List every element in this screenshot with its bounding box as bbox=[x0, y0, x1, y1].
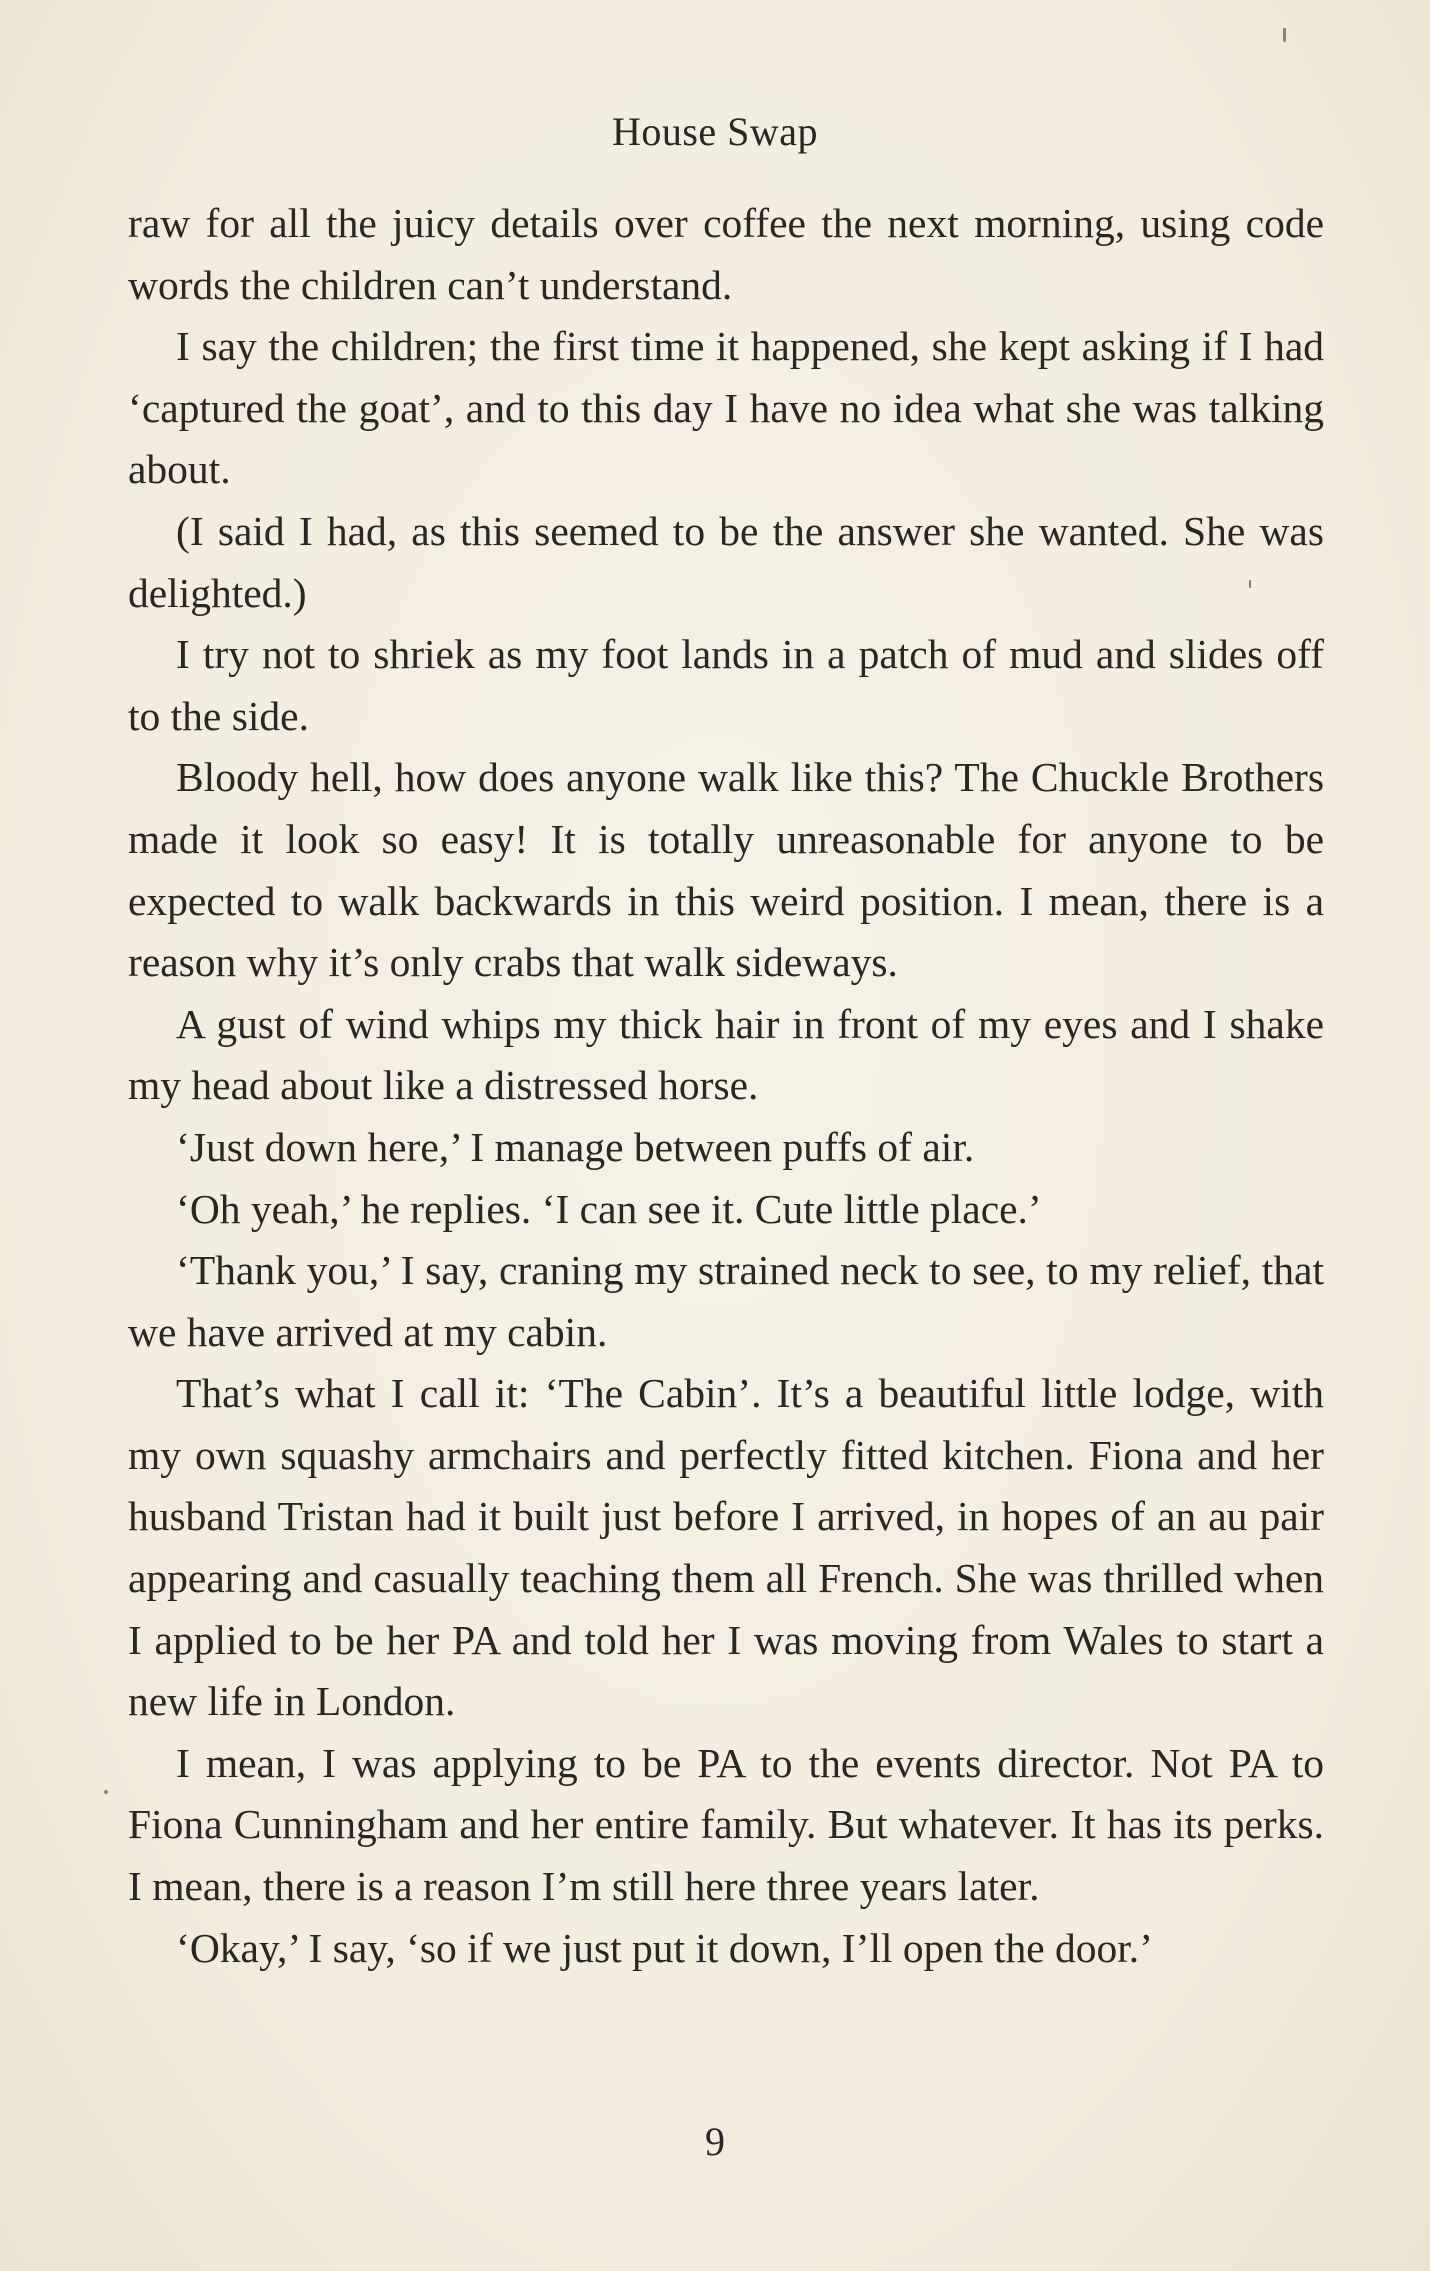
paper-speck bbox=[1249, 580, 1251, 588]
page-number: 9 bbox=[705, 2119, 725, 2164]
running-title: House Swap bbox=[611, 109, 819, 154]
paragraph: ‘Just down here,’ I manage between puffs of air. bbox=[176, 1123, 975, 1170]
paragraph: ‘Thank you,’ I say, craning my strained neck to see, to my relief, that we have arrived at my cabin. bbox=[128, 1247, 1324, 1355]
paragraph: A gust of wind whips my thick hair in front of my eyes and I shake my head about like a distressed horse. bbox=[128, 1000, 1324, 1109]
paragraph: I say the children; the first time it happened, she kept asking if I had ‘captured the goat’, and to this day I have no idea what she was talking about. bbox=[128, 323, 1324, 493]
body-text bbox=[128, 193, 1324, 1979]
paper-speck bbox=[104, 1790, 108, 1794]
paragraph: (I said I had, as this seemed to be the answer she wanted. She was delighted.) bbox=[128, 507, 1324, 616]
paragraph: ‘Oh yeah,’ he replies. ‘I can see it. Cute little place.’ bbox=[176, 1185, 1042, 1232]
paper-speck bbox=[1283, 28, 1286, 42]
paragraph: ‘Okay,’ I say, ‘so if we just put it down, I’ll open the door.’ bbox=[176, 1924, 1153, 1971]
paragraph: I mean, I was applying to be PA to the events director. Not PA to Fiona Cunningham and her entire family. But whatever. It has its perks. I mean, there is a reason I’m still here three years later. bbox=[128, 1739, 1324, 1910]
paragraph: That’s what I call it: ‘The Cabin’. It’s a beautiful little lodge, with my own squashy armchairs and perfectly fitted kitchen. Fiona and her husband Tristan had it built just before I arrived, in hopes of an au pair appearing and casually teaching them all French. She was thrilled when I applied to be her PA and told her I was moving from Wales to start a new life in London. bbox=[128, 1370, 1324, 1725]
paragraph-continued: raw for all the juicy details over coffee the next morning, using code words the children can’t understand. bbox=[128, 200, 1324, 308]
paragraph: I try not to shriek as my foot lands in a patch of mud and slides off to the side. bbox=[128, 631, 1324, 739]
paragraph: Bloody hell, how does anyone walk like this? The Chuckle Brothers made it look so easy! It is totally unreasonable for anyone to be expected to walk backwards in this weird position. I mean, there is a reason why it’s only crabs that walk sideways. bbox=[128, 754, 1324, 986]
